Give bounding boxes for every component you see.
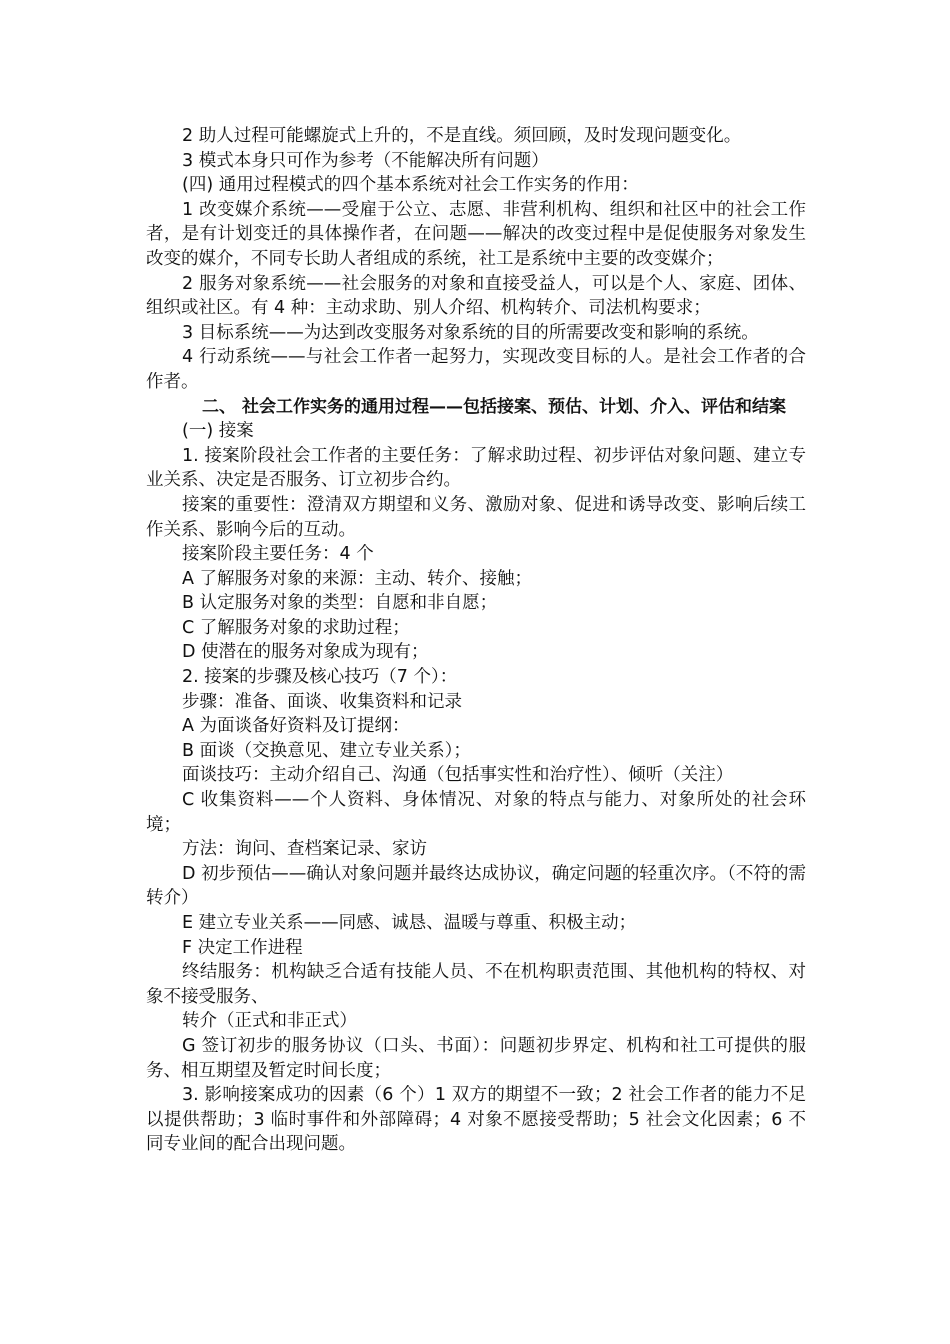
list-item: E 建立专业关系——同感、诚恳、温暖与尊重、积极主动； xyxy=(182,913,637,933)
paragraph: 2. 接案的步骤及核心技巧（7 个）： xyxy=(182,667,458,688)
paragraph: 面谈技巧：主动介绍自己、沟通（包括事实性和治疗性）、倾听（关注） xyxy=(182,765,734,786)
paragraph: 2 服务对象系统——社会服务的对象和直接受益人，可以是个人、家庭、团体、组织或社区。有 4 种：主动求助、别人介绍、机构转介、司法机构要求； xyxy=(146,273,806,319)
paragraph: 3 目标系统——为达到改变服务对象系统的目的所需要改变和影响的系统。 xyxy=(182,322,759,343)
paragraph: 步骤：准备、面谈、收集资料和记录 xyxy=(182,691,462,712)
paragraph: 1 改变媒介系统——受雇于公立、志愿、非营利机构、组织和社区中的社会工作者，是有计划变迁的具体操作者，在问题——解决的改变过程中是促使服务对象发生改变的媒介，不同专长助人者组成的系统，社工是系统中主要的改变媒介； xyxy=(146,199,806,269)
paragraph: 4 行动系统——与社会工作者一起努力，实现改变目标的人。是社会工作者的合作者。 xyxy=(146,347,806,392)
list-item: F 决定工作进程 xyxy=(182,937,303,958)
list-item: D 使潜在的服务对象成为现有； xyxy=(182,642,429,663)
paragraph: 接案的重要性：澄清双方期望和义务、激励对象、促进和诱导改变、影响后续工作关系、影响今后的互动。 xyxy=(146,494,806,540)
paragraph: 终结服务：机构缺乏合适有技能人员、不在机构职责范围、其他机构的特权、对象不接受服务、 xyxy=(146,962,806,1007)
paragraph: 1. 接案阶段社会工作者的主要任务：了解求助过程、初步评估对象问题、建立专业关系、决定是否服务、订立初步合约。 xyxy=(146,445,806,491)
list-item: G 签订初步的服务协议（口头、书面）：问题初步界定、机构和社工可提供的服务、相互期望及暂定时间长度； xyxy=(146,1035,806,1081)
list-item: B 认定服务对象的类型：自愿和非自愿； xyxy=(182,593,498,614)
list-item: C 收集资料——个人资料、身体情况、对象的特点与能力、对象所处的社会环境； xyxy=(146,790,806,835)
paragraph: (四) 通用过程模式的四个基本系统对社会工作实务的作用： xyxy=(182,175,639,196)
paragraph: 转介（正式和非正式） xyxy=(182,1011,357,1032)
list-item: A 了解服务对象的来源：主动、转介、接触； xyxy=(182,568,533,589)
section-heading: 二、 社会工作实务的通用过程——包括接案、预估、计划、介入、评估和结案 xyxy=(202,396,786,417)
list-item: B 面谈（交换意见、建立专业关系）； xyxy=(182,740,471,761)
list-item: C 了解服务对象的求助过程； xyxy=(182,617,410,638)
subsection-title: (一) 接案 xyxy=(182,421,254,442)
paragraph: 接案阶段主要任务：4 个 xyxy=(182,544,374,565)
list-item: D 初步预估——确认对象问题并最终达成协议，确定问题的轻重次序。（不符的需转介） xyxy=(146,863,806,909)
list-item: A 为面谈备好资料及订提纲： xyxy=(182,716,410,737)
paragraph: 3. 影响接案成功的因素（6 个）1 双方的期望不一致；2 社会工作者的能力不足以提供帮助；3 临时事件和外部障碍；4 对象不愿接受帮助；5 社会文化因素；6 不同专业间的配合出现问题。 xyxy=(146,1085,806,1155)
paragraph: 3 模式本身只可作为参考（不能解决所有问题） xyxy=(182,150,549,171)
document-page xyxy=(146,124,806,1157)
paragraph: 方法：询问、查档案记录、家访 xyxy=(182,839,427,860)
paragraph: 2 助人过程可能螺旋式上升的，不是直线。须回顾，及时发现问题变化。 xyxy=(182,126,742,146)
